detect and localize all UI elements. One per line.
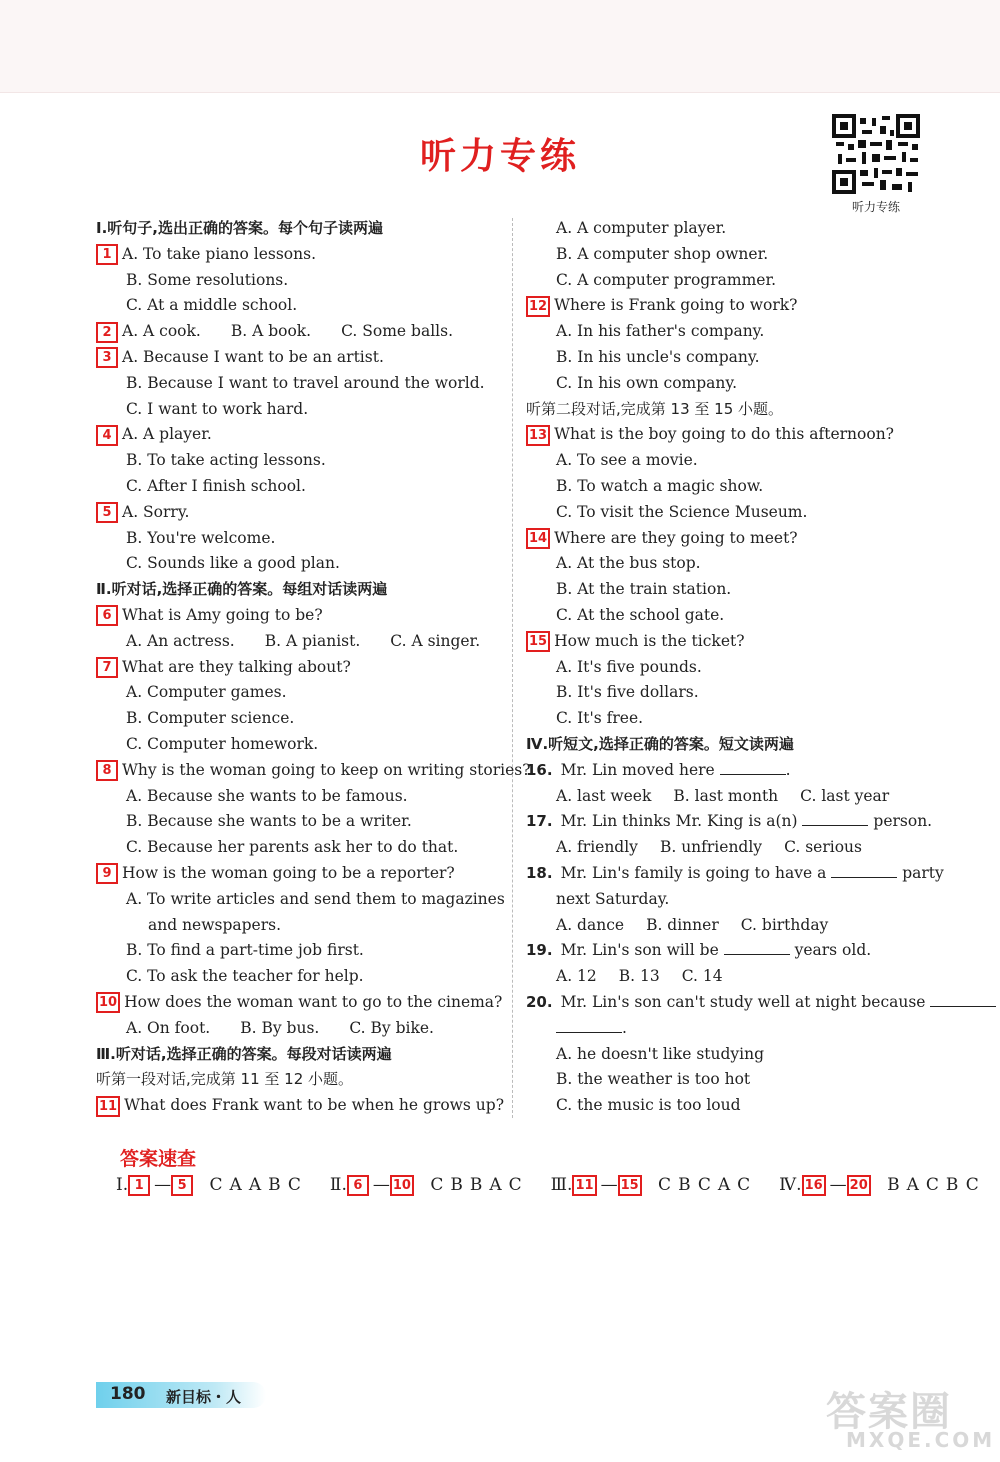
right-column [526, 216, 944, 1119]
option-row [526, 913, 936, 939]
question-text: How does the woman want to go to the cinema? [124, 992, 503, 1011]
question-item [526, 861, 944, 887]
question-number-badge: 10 [96, 992, 120, 1013]
sub-instruction: 听第一段对话,完成第 11 至 12 小题。 [96, 1070, 354, 1089]
option-text: A. At the bus stop. [556, 554, 701, 573]
option-text: B. dinner [646, 915, 719, 934]
option-text: C. To visit the Science Museum. [556, 502, 808, 521]
question-number-badge: 13 [526, 425, 550, 446]
question-text: How is the woman going to be a reporter? [122, 863, 455, 882]
option-text: B. unfriendly [659, 838, 763, 857]
question-item [96, 242, 506, 268]
option-text: A. Because she wants to be famous. [126, 786, 408, 805]
answer-dash: — [600, 1175, 618, 1195]
question-item [96, 1093, 506, 1119]
question-text: A. A player. [122, 425, 212, 444]
option-row [526, 964, 936, 990]
option-text: C. Because her parents ask her to do that. [126, 838, 459, 857]
answer-roman: Ⅲ. [550, 1175, 573, 1195]
question-text: Mr. Lin's son will be [560, 941, 724, 960]
answer-roman: Ⅳ. [779, 1175, 802, 1195]
answer-letters: BACBC [874, 1175, 986, 1195]
option-text: C. To ask the teacher for help. [126, 967, 364, 986]
question-number-badge: 10 [390, 1175, 414, 1196]
answer-roman: Ⅱ. [329, 1175, 347, 1195]
option-text: C. I want to work hard. [126, 399, 309, 418]
answer-dash: — [372, 1175, 390, 1195]
section-heading: Ⅰ.听句子,选出正确的答案。每个句子读两遍 [96, 219, 383, 237]
option-text: A. Computer games. [126, 683, 287, 702]
option-text: B. To watch a magic show. [556, 476, 764, 495]
answer-blank-line [526, 1016, 936, 1042]
option-text: B. Because she wants to be a writer. [126, 812, 412, 831]
question-number-badge: 5 [96, 502, 118, 523]
sub-instruction: 听第二段对话,完成第 13 至 15 小题。 [526, 399, 784, 418]
option-text: B. A pianist. [264, 631, 361, 650]
answer-letters: CBCAC [645, 1175, 758, 1195]
question-text: Mr. Lin moved here [560, 760, 720, 779]
question-item [526, 526, 936, 552]
question-number-badge: 4 [96, 425, 118, 446]
question-text: Mr. Lin's family is going to have a [560, 863, 832, 882]
question-text: Mr. Lin's son can't study well at night because [560, 992, 931, 1011]
option-text: B. the weather is too hot [556, 1070, 751, 1089]
question-text: party [897, 863, 944, 882]
column-divider [512, 218, 513, 1118]
option-text: C. By bike. [349, 1018, 434, 1037]
question-text: Mr. Lin thinks Mr. King is a(n) [560, 812, 803, 831]
question-item [96, 319, 506, 345]
option-text: A. A computer player. [556, 219, 727, 237]
question-text: Why is the woman going to keep on writing stories? [122, 760, 531, 779]
question-number-badge: 16 [802, 1175, 826, 1196]
option-text: C. serious [784, 838, 862, 857]
answer-blank [802, 809, 868, 826]
qr-code-icon [832, 114, 920, 194]
option-text: B. last month [673, 786, 779, 805]
answer-key [116, 1172, 1000, 1198]
option-text: B. Because I want to travel around the world. [126, 373, 485, 392]
option-text: C. After I finish school. [126, 476, 306, 495]
option-row [96, 629, 506, 655]
question-item [526, 809, 936, 835]
option-text: A. An actress. [126, 631, 235, 650]
answer-blank [556, 1016, 622, 1033]
watermark-logo: 答案圈 [826, 1389, 952, 1435]
question-number: 17. [526, 812, 553, 831]
answer-group [116, 1172, 308, 1198]
question-number: 18. [526, 863, 553, 882]
question-item [96, 500, 506, 526]
option-text: C. A computer programmer. [556, 270, 777, 289]
question-number: 20. [526, 992, 553, 1011]
answer-dash: — [829, 1175, 847, 1195]
option-text: A. A cook. [122, 322, 201, 341]
option-text: C. Some balls. [341, 322, 453, 341]
watermark-url: MXQE.COM [846, 1428, 996, 1452]
footer-text: 新目标・人 [166, 1388, 242, 1406]
option-text: C. Sounds like a good plan. [126, 554, 340, 573]
answer-letters: CBBAC [417, 1175, 529, 1195]
question-number-badge: 3 [96, 347, 118, 368]
question-item [96, 422, 506, 448]
question-number-badge: 5 [171, 1175, 193, 1196]
qr-label: 听力专练 [851, 200, 900, 214]
option-text: next Saturday. [556, 889, 670, 908]
question-text: A. Sorry. [122, 502, 190, 521]
answer-blank [724, 938, 790, 955]
option-text: C. 14 [681, 967, 723, 986]
page-title: 听力专练 [419, 136, 580, 177]
question-number-badge: 14 [526, 528, 550, 549]
option-text: A. On foot. [126, 1018, 211, 1037]
question-text: Where is Frank going to work? [554, 296, 798, 315]
option-row [526, 784, 936, 810]
question-number-badge: 2 [96, 322, 118, 343]
option-row [96, 1016, 506, 1042]
question-number-badge: 20 [847, 1175, 871, 1196]
question-text: What is the boy going to do this afternoon? [554, 425, 894, 444]
option-text: B. A book. [230, 322, 312, 341]
answer-letters: CAABC [197, 1175, 308, 1195]
option-text: A. last week [556, 786, 652, 805]
question-number-badge: 11 [572, 1175, 596, 1196]
question-item [526, 938, 936, 964]
question-number-badge: 7 [96, 657, 118, 678]
question-item [96, 345, 506, 371]
question-number: 19. [526, 941, 553, 960]
question-number-badge: 12 [526, 296, 550, 317]
question-number-badge: 6 [347, 1175, 369, 1196]
option-text: B. A computer shop owner. [556, 244, 769, 263]
answer-blank [930, 990, 996, 1007]
question-item [96, 655, 506, 681]
option-text: C. the music is too loud [556, 1096, 741, 1115]
option-text: and newspapers. [148, 915, 281, 934]
question-text: What are they talking about? [122, 657, 351, 676]
question-number-badge: 11 [96, 1096, 120, 1117]
option-text: B. To take acting lessons. [126, 451, 326, 470]
question-item [526, 293, 936, 319]
option-text: B. You're welcome. [126, 528, 276, 547]
question-text: person. [868, 812, 933, 831]
option-text: A. he doesn't like studying [556, 1044, 765, 1063]
option-text: C. Computer homework. [126, 734, 319, 753]
option-text: A. To write articles and send them to magazines [126, 889, 505, 908]
option-text: C. At a middle school. [126, 296, 298, 315]
option-text: A. It's five pounds. [556, 657, 702, 676]
option-text: C. last year [800, 786, 890, 805]
answer-group [330, 1172, 529, 1198]
question-text: What does Frank want to be when he grows up? [124, 1096, 505, 1115]
question-text: . [785, 760, 791, 779]
question-number-badge: 15 [526, 631, 550, 652]
page-number: 180 [110, 1384, 146, 1404]
option-text: B. Computer science. [126, 709, 295, 728]
question-item [526, 758, 936, 784]
question-text: . [622, 1018, 627, 1037]
question-item [526, 629, 936, 655]
section-heading: Ⅲ.听对话,选择正确的答案。每段对话读两遍 [96, 1044, 392, 1063]
option-text: A. In his father's company. [556, 322, 765, 341]
question-number-badge: 9 [96, 863, 118, 884]
option-text: A. To see a movie. [556, 451, 698, 470]
answer-dash: — [154, 1175, 172, 1195]
option-text: C. In his own company. [556, 373, 738, 392]
answer-blank [831, 861, 897, 878]
option-text: C. birthday [740, 915, 829, 934]
section-heading: Ⅳ.听短文,选择正确的答案。短文读两遍 [526, 734, 794, 753]
question-item [526, 422, 936, 448]
answer-group [779, 1172, 986, 1198]
question-number-badge: 8 [96, 760, 118, 781]
question-text: A. To take piano lessons. [122, 244, 316, 263]
option-text: C. It's free. [556, 709, 644, 728]
option-text: C. A singer. [390, 631, 481, 650]
question-number-badge: 1 [128, 1175, 150, 1196]
question-number-badge: 15 [618, 1175, 642, 1196]
question-text: What is Amy going to be? [122, 605, 323, 624]
question-text: Where are they going to meet? [554, 528, 798, 547]
option-text: B. To find a part-time job first. [126, 941, 364, 960]
question-item [526, 990, 936, 1016]
option-text: B. 13 [618, 967, 660, 986]
option-text: B. Some resolutions. [126, 270, 289, 289]
question-number-badge: 1 [96, 244, 118, 265]
option-text: A. friendly [556, 838, 638, 857]
question-item [96, 990, 506, 1016]
option-text: A. dance [556, 915, 625, 934]
question-number-badge: 6 [96, 605, 118, 626]
option-text: B. It's five dollars. [556, 683, 699, 702]
question-number: 16. [526, 760, 553, 779]
option-text: B. At the train station. [556, 580, 732, 599]
option-row [526, 835, 936, 861]
answer-group [551, 1172, 758, 1198]
option-text: C. At the school gate. [556, 605, 725, 624]
question-item [96, 603, 506, 629]
question-text: How much is the ticket? [554, 631, 745, 650]
left-column [96, 216, 531, 1119]
top-band [0, 0, 1000, 93]
answer-key-title: 答案速查 [120, 1148, 197, 1170]
answer-blank [720, 758, 786, 775]
question-text: years old. [789, 941, 872, 960]
option-text: A. 12 [556, 967, 597, 986]
question-text: A. Because I want to be an artist. [122, 347, 384, 366]
section-heading: Ⅱ.听对话,选择正确的答案。每组对话读两遍 [96, 580, 388, 599]
answer-roman: Ⅰ. [116, 1175, 129, 1195]
question-item [96, 861, 506, 887]
option-text: B. By bus. [240, 1018, 320, 1037]
option-text: B. In his uncle's company. [556, 347, 760, 366]
question-item [96, 758, 531, 784]
